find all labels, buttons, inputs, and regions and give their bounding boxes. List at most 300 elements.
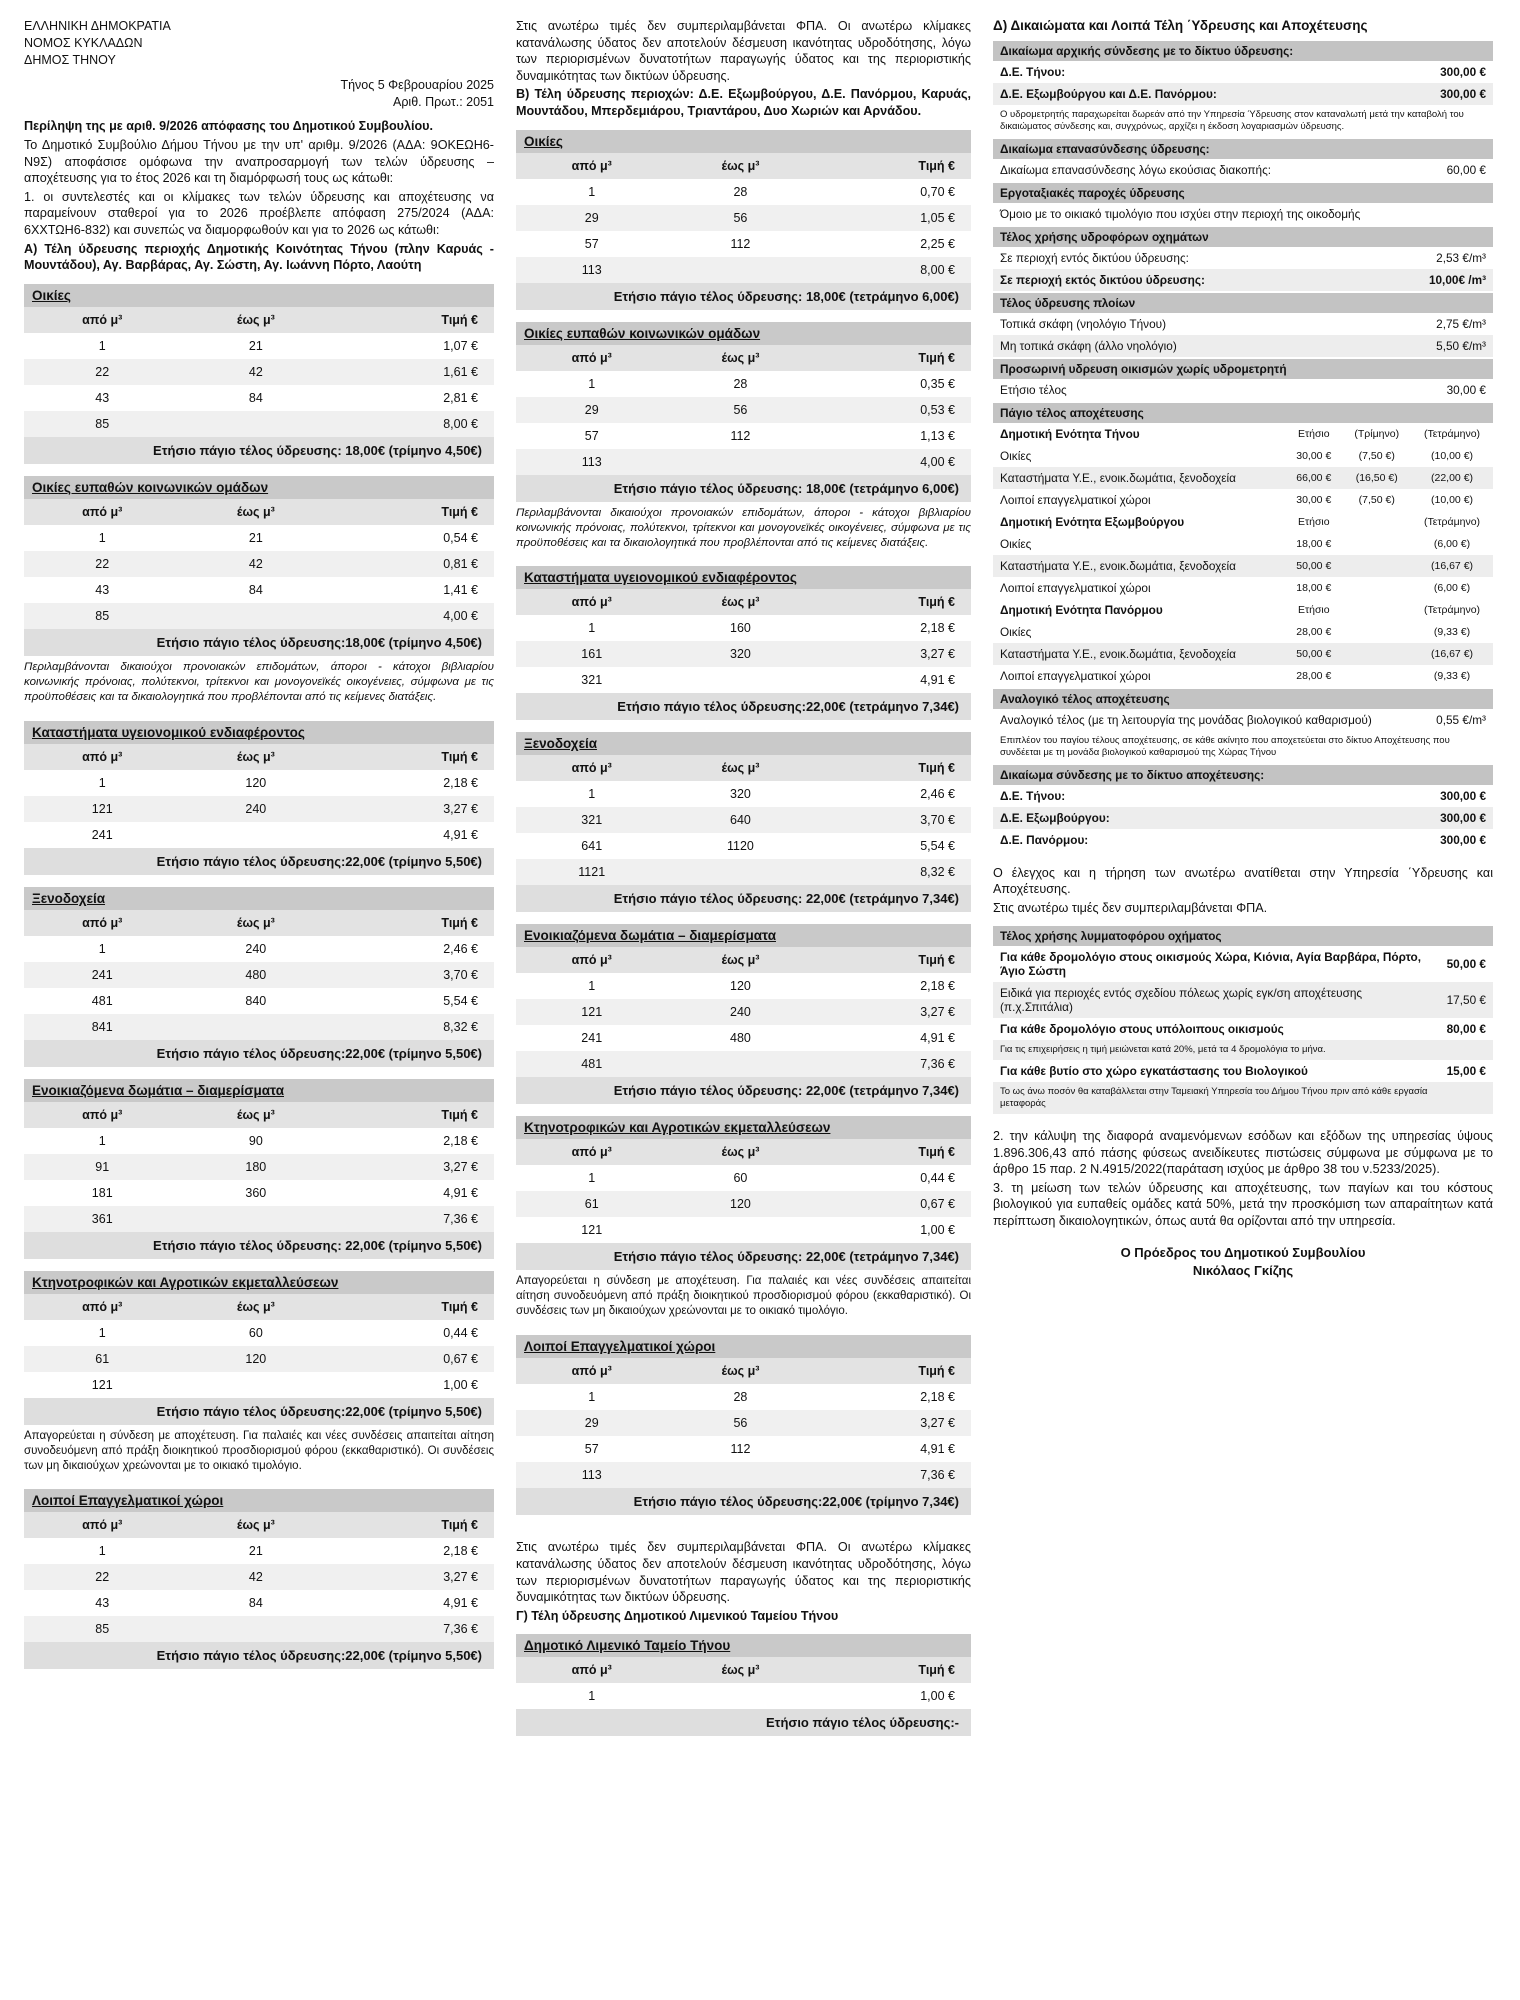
table-cell: 2,46 €: [331, 936, 494, 962]
table-cell: 5,54 €: [813, 833, 971, 859]
sewer-group-header-cell: (Τετράμηνο): [1411, 599, 1493, 621]
signature-role: Ο Πρόεδρος του Δημοτικού Συμβουλίου: [1120, 1244, 1366, 1260]
fee-note-row: [993, 105, 1493, 137]
fee-row: [993, 1060, 1493, 1082]
table-row: [516, 371, 971, 397]
table-cell: 2,18 €: [331, 1538, 494, 1564]
section-a-title: Α) Τέλη ύδρευσης περιοχής Δημοτικής Κοινότητας Τήνου (πλην Καρυάς - Μουντάδου), Αγ. Βαρβάρας, Αγ. Σώστη, Αγ. Ιωάννη Πόρτο, Λαούτη: [24, 241, 494, 273]
fee-row: [993, 61, 1493, 83]
sewer-fee-row: [993, 555, 1493, 577]
sewer-fee-cell: [1342, 533, 1411, 555]
sewer-fee-cell: Οικίες: [993, 445, 1285, 467]
table-cell: 113: [516, 257, 667, 283]
table-cell: 22: [24, 359, 180, 385]
fee-value: 10,00€ /m³: [1370, 269, 1493, 291]
fee-value: 5,50 €/m³: [1368, 335, 1493, 357]
rate-table: [24, 284, 494, 464]
table-row: [24, 1320, 494, 1346]
table-cell: 1: [24, 1320, 180, 1346]
column-header: Τιμή €: [813, 1139, 971, 1165]
table-cell: 42: [180, 359, 331, 385]
table-cell: 2,25 €: [813, 231, 971, 257]
table-cell: [667, 859, 813, 885]
table-cell: 480: [667, 1025, 813, 1051]
annual-fixed-fee: Ετήσιο πάγιο τέλος ύδρευσης:18,00€ (τρίμηνο 4,50€): [24, 629, 494, 656]
column-header: έως μ³: [180, 910, 331, 936]
table-row: [516, 859, 971, 885]
annual-fixed-fee: Ετήσιο πάγιο τέλος ύδρευσης: 22,00€ (τετράμηνο 7,34€): [516, 1077, 971, 1104]
annual-fixed-fee: Ετήσιο πάγιο τέλος ύδρευσης: 18,00€ (τετράμηνο 6,00€): [516, 283, 971, 310]
fee-row: [993, 982, 1493, 1018]
column-header: από μ³: [24, 910, 180, 936]
rate-table: [516, 732, 971, 912]
table-note: Περιλαμβάνονται δικαιούχοι προνοιακών επιδομάτων, άποροι - κάτοχοι βιβλιαρίου κοινωνικής πρόνοιας, πολύτεκνοι, τρίτεκνοι και μονογονεϊκές οικογένειες, σύμφωνα με τις προϋποθέσεις και τα δικαιολογητικά που προβλέπονται από τις κείμενες διατάξεις.: [516, 506, 971, 549]
table-cell: 61: [516, 1191, 667, 1217]
sewer-fee-cell: Λοιποί επαγγελματικοί χώροι: [993, 489, 1285, 511]
table-row: [516, 231, 971, 257]
fee-value: 2,75 €/m³: [1368, 313, 1493, 335]
table-row: [24, 936, 494, 962]
table-row: [516, 807, 971, 833]
table-cell: 57: [516, 423, 667, 449]
sewer-fee-cell: (6,00 €): [1411, 577, 1493, 599]
sewer-fee-cell: [1342, 555, 1411, 577]
table-cell: 1: [24, 1128, 180, 1154]
column-header: έως μ³: [180, 1294, 331, 1320]
column-header: έως μ³: [667, 345, 813, 371]
column-header: Τιμή €: [813, 153, 971, 179]
fee-table-caption: Τέλος χρήσης υδροφόρων οχημάτων: [993, 227, 1493, 247]
table-cell: 321: [516, 667, 667, 693]
table-cell: 0,53 €: [813, 397, 971, 423]
table-cell: 1: [516, 179, 667, 205]
table-row: [516, 1165, 971, 1191]
table-cell: 85: [24, 1616, 180, 1642]
table-cell: 0,67 €: [813, 1191, 971, 1217]
section-d-sewer-table: [993, 403, 1493, 687]
column-header: Τιμή €: [813, 589, 971, 615]
column2-outro: Στις ανωτέρω τιμές δεν συμπεριλαμβάνεται ΦΠΑ. Οι ανωτέρω κλίμακες κατανάλωσης ύδατος δεν αποτελούν δέσμευση ικανότητας υδροδότησης, λόγω των περιορισμένων δυνατοτήτων παραγωγής ύδατος και της περιοριστικής δυναμικότητας των δικτύων ύδρευσης.: [516, 1540, 971, 1605]
column-header: από μ³: [516, 755, 667, 781]
table-cell: 4,00 €: [331, 603, 494, 629]
sewer-fee-cell: (16,67 €): [1411, 555, 1493, 577]
table-row: [24, 962, 494, 988]
sewer-fee-cell: [1342, 621, 1411, 643]
table-cell: [180, 1014, 331, 1040]
sewer-fee-cell: Καταστήματα Υ.Ε., ενοικ.δωμάτια, ξενοδοχεία: [993, 643, 1285, 665]
place-date: Τήνος 5 Φεβρουαρίου 2025: [340, 77, 494, 92]
fee-note: Ο υδρομετρητής παραχωρείται δωρεάν από την Υπηρεσία Ύδρευσης στον καταναλωτή μετά την καταβολή του δικαιώματος σύνδεσης και, συγχρόνως, αρχίζει η έκδοση λογαριασμών ύδρευσης.: [993, 105, 1493, 137]
column-header: έως μ³: [667, 947, 813, 973]
table-cell: 4,91 €: [331, 822, 494, 848]
table-cell: 0,81 €: [331, 551, 494, 577]
table-cell: [667, 1683, 813, 1709]
sewer-fee-cell: [1342, 577, 1411, 599]
table-row: [516, 397, 971, 423]
table-row: [24, 796, 494, 822]
fee-value: 300,00 €: [1376, 61, 1493, 83]
fee-note: Επιπλέον του παγίου τέλους αποχέτευσης, σε κάθε ακίνητο που αποχετεύεται στο δίκτυο Αποχέτευσης που συνδέεται με τη μονάδα βιολογικού καθαρισμού της Χώρας Τήνου: [993, 731, 1493, 763]
fee-label: Ετήσιο τέλος: [993, 379, 1294, 401]
rate-table-caption: Ξενοδοχεία: [516, 732, 971, 755]
table-cell: 121: [516, 1217, 667, 1243]
table-cell: 0,70 €: [813, 179, 971, 205]
fee-row: [993, 1018, 1493, 1040]
table-cell: 3,27 €: [331, 796, 494, 822]
sewer-fee-row: [993, 489, 1493, 511]
fee-label: Σε περιοχή εκτός δικτύου ύδρευσης:: [993, 269, 1370, 291]
fee-table-caption: Προσωρινή υδρευση οικισμών χωρίς υδρομετρητή: [993, 359, 1493, 379]
rate-table: [516, 1116, 971, 1270]
sewer-group-header: [993, 599, 1493, 621]
table-row: [516, 423, 971, 449]
table-cell: 90: [180, 1128, 331, 1154]
annual-fixed-fee: Ετήσιο πάγιο τέλος ύδρευσης:22,00€ (τρίμηνο 5,50€): [24, 1398, 494, 1425]
fee-value: 300,00 €: [1330, 829, 1493, 851]
section-d-connection-table: [993, 765, 1493, 851]
table-cell: 28: [667, 1384, 813, 1410]
annual-fixed-fee: Ετήσιο πάγιο τέλος ύδρευσης:22,00€ (τετράμηνο 7,34€): [516, 693, 971, 720]
annual-fixed-fee: Ετήσιο πάγιο τέλος ύδρευσης:22,00€ (τρίμηνο 5,50€): [24, 848, 494, 875]
table-row: [516, 781, 971, 807]
table-cell: 0,44 €: [331, 1320, 494, 1346]
intro-paragraph: Το Δημοτικό Συμβούλιο Δήμου Τήνου με την υπ' αριθμ. 9/2026 (ΑΔΑ: 9ΟΚΕΩΗ6-Ν9Σ) αποφάσισε ομόφωνα την αναπροσαρμογή των τελών ύδρευσης – αποχέτευσης για το έτος 2026 και τη διαμόρφωσή τους ως κάτωθι:: [24, 137, 494, 186]
sewer-fee-cell: (7,50 €): [1342, 445, 1411, 467]
column-header: από μ³: [516, 589, 667, 615]
analogic-sewer-fee-table: [993, 689, 1493, 763]
annual-fixed-fee: Ετήσιο πάγιο τέλος ύδρευσης:22,00€ (τρίμηνο 5,50€): [24, 1642, 494, 1669]
table-cell: 120: [667, 1191, 813, 1217]
table-cell: 121: [24, 796, 180, 822]
table-cell: 4,91 €: [813, 1025, 971, 1051]
table-cell: 84: [180, 385, 331, 411]
table-row: [24, 1128, 494, 1154]
table-cell: 42: [180, 1564, 331, 1590]
sewer-fee-cell: (9,33 €): [1411, 665, 1493, 687]
fee-table: [993, 41, 1493, 137]
rate-table-caption: Οικίες: [24, 284, 494, 307]
table-cell: 21: [180, 333, 331, 359]
decision-item-2: 2. την κάλυψη της διαφορά αναμενόμενων εσόδων και εξόδων της υπηρεσίας ύψους 1.896.306,43 από πάσης φύσεως ανειδίκευτες πιστώσεις σύμφωνα με σύμφωνα με το άρθρο 15 παρ. 2 Ν.4915/2022(παράταση ισχύος με άρθρο 38 του ν.5233/2025).: [993, 1128, 1493, 1177]
sewer-fee-cell: (10,00 €): [1411, 489, 1493, 511]
rate-table-caption: Λοιποί Επαγγελματικοί χώροι: [24, 1489, 494, 1512]
column-header: έως μ³: [180, 1512, 331, 1538]
table-cell: 841: [24, 1014, 180, 1040]
column-header: έως μ³: [667, 1358, 813, 1384]
table-cell: 57: [516, 231, 667, 257]
table-row: [24, 551, 494, 577]
fee-table-caption: Δικαίωμα επανασύνδεσης ύδρευσης:: [993, 139, 1493, 159]
column2-intro: Στις ανωτέρω τιμές δεν συμπεριλαμβάνεται ΦΠΑ. Οι ανωτέρω κλίμακες κατανάλωσης ύδατος δεν αποτελούν δέσμευση ικανότητας υδροδότησης, λόγω των περιορισμένων δυνατοτήτων παραγωγής ύδατος και της περιοριστικής δυναμικότητας των δικτύων ύδρευσης.: [516, 19, 971, 83]
fee-value: 17,50 €: [1440, 982, 1493, 1018]
table-cell: 120: [180, 770, 331, 796]
table-cell: [667, 667, 813, 693]
decision-item-1: 1. οι συντελεστές και οι κλίμακες των τελών ύδρευσης και αποχέτευσης να παραμείνουν σταθεροί για το 2026 προέβλεπε απόφαση 275/2024 (ΑΔΑ: 6ΧΧΤΩΗ6-832) και συνεπώς να διαμορφωθούν και για το 2026 ως κάτωθι:: [24, 189, 494, 238]
sewer-fee-cell: (22,00 €): [1411, 467, 1493, 489]
sewer-fee-cell: 30,00 €: [1285, 489, 1342, 511]
sewer-group-header-cell: Ετήσιο: [1285, 599, 1342, 621]
table-cell: [667, 449, 813, 475]
table-cell: 3,70 €: [813, 807, 971, 833]
fee-label: Δ.Ε. Εξωμβούργου:: [993, 807, 1330, 829]
rate-table: [24, 721, 494, 875]
table-row: [516, 1217, 971, 1243]
table-cell: 7,36 €: [331, 1206, 494, 1232]
sewer-fee-cell: 30,00 €: [1285, 445, 1342, 467]
column-header: από μ³: [516, 153, 667, 179]
table-row: [516, 667, 971, 693]
table-cell: 112: [667, 423, 813, 449]
table-cell: 121: [24, 1372, 180, 1398]
section-d-analog-table: [993, 689, 1493, 763]
table-cell: 7,36 €: [813, 1051, 971, 1077]
fee-table-caption: Εργοταξιακές παροχές ύδρευσης: [993, 183, 1493, 203]
table-cell: 480: [180, 962, 331, 988]
table-cell: 161: [516, 641, 667, 667]
table-cell: [180, 822, 331, 848]
table-cell: 2,18 €: [813, 1384, 971, 1410]
fee-value: 60,00 €: [1414, 159, 1493, 181]
three-column-layout: [24, 18, 1496, 1748]
table-cell: 241: [516, 1025, 667, 1051]
sewer-fee-cell: (9,33 €): [1411, 621, 1493, 643]
table-cell: 29: [516, 205, 667, 231]
table-row: [516, 833, 971, 859]
table-cell: 43: [24, 385, 180, 411]
sewer-group-header-cell: Ετήσιο: [1285, 423, 1342, 445]
signature-name: Νικόλαος Γκίζης: [1192, 1262, 1294, 1278]
sewer-fee-cell: (16,50 €): [1342, 467, 1411, 489]
table-cell: 320: [667, 781, 813, 807]
table-row: [516, 1384, 971, 1410]
column-header: έως μ³: [667, 755, 813, 781]
column-right: [993, 18, 1493, 1280]
sewer-connection-fee-table: [993, 765, 1493, 851]
control-text-2: Στις ανωτέρω τιμές δεν συμπεριλαμβάνεται ΦΠΑ.: [993, 900, 1268, 915]
org-line-2: ΝΟΜΟΣ ΚΥΚΛΑΔΩΝ: [24, 35, 143, 50]
table-cell: 1,13 €: [813, 423, 971, 449]
column-header: από μ³: [516, 947, 667, 973]
fee-row: [993, 269, 1493, 291]
rate-table: [24, 1079, 494, 1259]
table-cell: 61: [24, 1346, 180, 1372]
table-row: [516, 999, 971, 1025]
sewer-fee-cell: Καταστήματα Υ.Ε., ενοικ.δωμάτια, ξενοδοχεία: [993, 555, 1285, 577]
table-cell: 29: [516, 397, 667, 423]
table-row: [24, 333, 494, 359]
table-row: [516, 973, 971, 999]
table-cell: 1: [516, 1683, 667, 1709]
column-header: Τιμή €: [813, 1657, 971, 1683]
fee-table: [993, 227, 1493, 291]
table-cell: 2,81 €: [331, 385, 494, 411]
column-header: έως μ³: [180, 499, 331, 525]
table-cell: [180, 411, 331, 437]
sewer-fee-row: [993, 665, 1493, 687]
org-line-3: ΔΗΜΟΣ ΤΗΝΟΥ: [24, 52, 116, 67]
column-left: [24, 18, 494, 1681]
table-cell: 28: [667, 371, 813, 397]
table-cell: 240: [667, 999, 813, 1025]
column-header: έως μ³: [180, 307, 331, 333]
table-cell: 60: [180, 1320, 331, 1346]
fee-value: 80,00 €: [1440, 1018, 1493, 1040]
table-cell: 241: [24, 962, 180, 988]
table-cell: 56: [667, 397, 813, 423]
sewer-fee-row: [993, 643, 1493, 665]
column-header: έως μ³: [667, 153, 813, 179]
table-cell: 160: [667, 615, 813, 641]
column-header: Τιμή €: [813, 1358, 971, 1384]
table-cell: 1: [516, 973, 667, 999]
table-cell: [180, 1206, 331, 1232]
annual-fixed-fee: Ετήσιο πάγιο τέλος ύδρευσης: 18,00€ (τετράμηνο 6,00€): [516, 475, 971, 502]
sewer-fee-cell: Οικίες: [993, 621, 1285, 643]
fee-row: [993, 203, 1493, 225]
section-b-title: Β) Τέλη ύδρευσης περιοχών: Δ.Ε. Εξωμβούργου, Δ.Ε. Πανόρμου, Καρυάς, Μουντάδου, Μπερδεμιάρου, Τριαντάρου, Δυο Χωριών και Αρνάδου.: [516, 87, 971, 119]
table-row: [24, 1014, 494, 1040]
table-cell: 56: [667, 205, 813, 231]
control-text-1: Ο έλεγχος και η τήρηση των ανωτέρω ανατίθεται στην Υπηρεσία ΄Υδρευσης και Αποχέτευσης.: [993, 865, 1493, 897]
column-header: από μ³: [516, 345, 667, 371]
table-cell: [667, 1462, 813, 1488]
rate-table: [24, 1271, 494, 1425]
table-cell: 43: [24, 1590, 180, 1616]
table-cell: 121: [516, 999, 667, 1025]
table-cell: 320: [667, 641, 813, 667]
section-a-tables: [24, 284, 494, 1682]
rate-table: [516, 1335, 971, 1515]
table-cell: 57: [516, 1436, 667, 1462]
fee-row: [993, 247, 1493, 269]
table-cell: [180, 1616, 331, 1642]
table-cell: 1: [24, 525, 180, 551]
sewer-fee-cell: Οικίες: [993, 533, 1285, 555]
table-cell: 2,18 €: [331, 770, 494, 796]
table-cell: 1: [516, 1384, 667, 1410]
sewer-fee-cell: 50,00 €: [1285, 555, 1342, 577]
annual-fixed-fee: Ετήσιο πάγιο τέλος ύδρευσης: 22,00€ (τρίμηνο 5,50€): [24, 1232, 494, 1259]
rate-table-caption: Ενοικιαζόμενα δωμάτια – διαμερίσματα: [24, 1079, 494, 1102]
table-row: [516, 1051, 971, 1077]
table-row: [24, 1616, 494, 1642]
table-cell: 640: [667, 807, 813, 833]
column-header: Τιμή €: [331, 910, 494, 936]
sewer-fee-row: [993, 445, 1493, 467]
sewer-fee-cell: [1342, 665, 1411, 687]
fee-row: [993, 335, 1493, 357]
table-row: [516, 1462, 971, 1488]
fee-label: Αναλογικό τέλος (με τη λειτουργία της μονάδας βιολογικού καθαρισμού): [993, 709, 1404, 731]
table-cell: 2,18 €: [813, 973, 971, 999]
sewer-group-header-cell: Δημοτική Ενότητα Τήνου: [993, 423, 1285, 445]
table-row: [24, 359, 494, 385]
table-cell: 84: [180, 577, 331, 603]
table-row: [24, 603, 494, 629]
table-row: [24, 1538, 494, 1564]
table-cell: 112: [667, 1436, 813, 1462]
fee-value: [1440, 1040, 1493, 1060]
fee-row: [993, 1040, 1493, 1060]
table-row: [516, 1410, 971, 1436]
table-cell: 4,91 €: [331, 1180, 494, 1206]
table-cell: 3,27 €: [813, 999, 971, 1025]
table-cell: 85: [24, 603, 180, 629]
table-cell: 1,07 €: [331, 333, 494, 359]
sewer-fixed-fee-table: [993, 403, 1493, 687]
rate-table: [516, 566, 971, 720]
table-cell: 113: [516, 449, 667, 475]
sewer-fee-cell: (7,50 €): [1342, 489, 1411, 511]
table-cell: 240: [180, 936, 331, 962]
table-cell: 1: [24, 333, 180, 359]
sewer-group-header-cell: (Τετράμηνο): [1411, 423, 1493, 445]
sewer-fee-row: [993, 533, 1493, 555]
table-cell: 4,91 €: [813, 1436, 971, 1462]
rate-table-caption: Ξενοδοχεία: [24, 887, 494, 910]
table-row: [24, 577, 494, 603]
sewer-group-header-cell: [1342, 511, 1411, 533]
fee-row: [993, 946, 1493, 982]
annual-fixed-fee: Ετήσιο πάγιο τέλος ύδρευσης:22,00€ (τρίμηνο 5,50€): [24, 1040, 494, 1067]
table-cell: 7,36 €: [331, 1616, 494, 1642]
sewer-fee-cell: 50,00 €: [1285, 643, 1342, 665]
table-cell: 1: [516, 371, 667, 397]
table-cell: 43: [24, 577, 180, 603]
table-cell: 1: [516, 781, 667, 807]
fee-label: Ειδικά για περιοχές εντός σχεδίου πόλεως χωρίς εγκ/ση αποχέτευσης (π.χ.Σπιτάλια): [993, 982, 1440, 1018]
table-cell: 3,27 €: [331, 1564, 494, 1590]
sewer-fee-cell: 18,00 €: [1285, 577, 1342, 599]
table-row: [516, 1191, 971, 1217]
rate-table: [24, 1489, 494, 1669]
column-header: από μ³: [516, 1358, 667, 1384]
table-cell: 3,27 €: [813, 1410, 971, 1436]
column-header: Τιμή €: [331, 1294, 494, 1320]
tanker-vehicle-fee-table: [993, 926, 1493, 1114]
table-cell: 21: [180, 1538, 331, 1564]
table-cell: 8,32 €: [813, 859, 971, 885]
sewer-fee-cell: (10,00 €): [1411, 445, 1493, 467]
fee-row: [993, 829, 1493, 851]
table-cell: 481: [24, 988, 180, 1014]
table-cell: 180: [180, 1154, 331, 1180]
table-row: [516, 449, 971, 475]
sewer-group-header: [993, 423, 1493, 445]
table-cell: 8,00 €: [331, 411, 494, 437]
table-cell: 181: [24, 1180, 180, 1206]
column-header: Τιμή €: [813, 947, 971, 973]
sewer-fee-row: [993, 467, 1493, 489]
table-cell: 29: [516, 1410, 667, 1436]
rate-table: [516, 130, 971, 310]
column-header: έως μ³: [667, 589, 813, 615]
fee-table: [993, 183, 1493, 225]
table-cell: 1,00 €: [331, 1372, 494, 1398]
table-row: [516, 1683, 971, 1709]
sewer-fee-cell: Λοιποί επαγγελματικοί χώροι: [993, 577, 1285, 599]
table-cell: 84: [180, 1590, 331, 1616]
sewer-group-header-cell: Ετήσιο: [1285, 511, 1342, 533]
sewer-fee-cell: (6,00 €): [1411, 533, 1493, 555]
rate-table-caption: Οικίες ευπαθών κοινωνικών ομάδων: [24, 476, 494, 499]
table-row: [24, 1154, 494, 1180]
table-cell: 0,54 €: [331, 525, 494, 551]
annual-fixed-fee: Ετήσιο πάγιο τέλος ύδρευσης: 22,00€ (τετράμηνο 7,34€): [516, 1243, 971, 1270]
column-header: Τιμή €: [331, 307, 494, 333]
fee-row: [993, 159, 1493, 181]
table-row: [24, 1590, 494, 1616]
